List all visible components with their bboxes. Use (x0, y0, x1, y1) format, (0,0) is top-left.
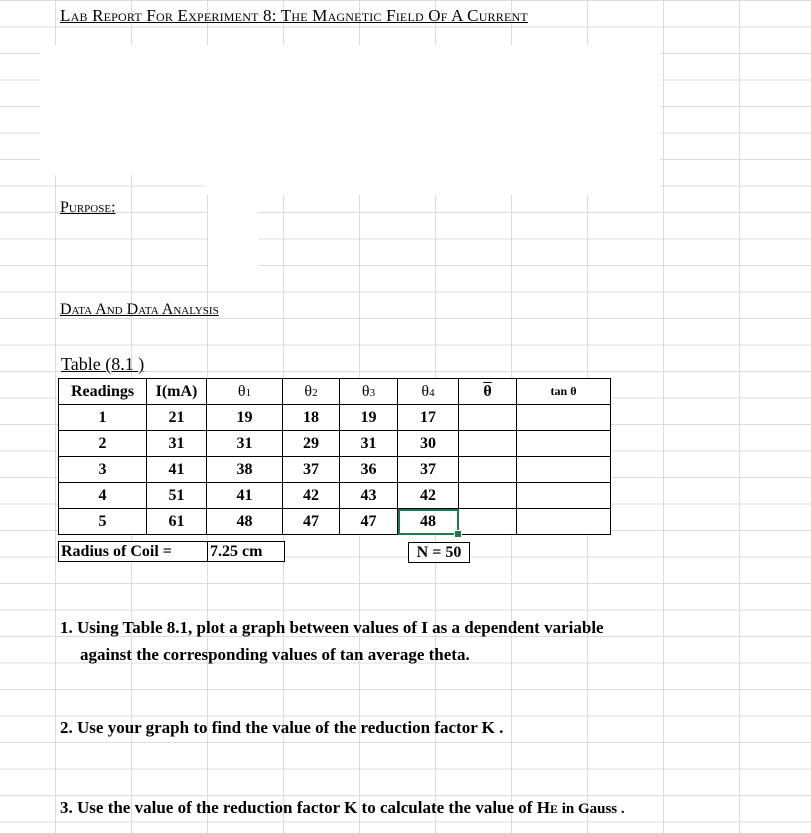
table-cell[interactable]: 42 (283, 483, 340, 509)
question-1-line-1: 1. Using Table 8.1, plot a graph between values of I as a dependent variable (60, 618, 604, 637)
theta-subscript: 4 (429, 386, 435, 399)
table-cell[interactable]: 61 (147, 509, 207, 535)
table-cell[interactable]: 31 (207, 431, 283, 457)
blank-region (205, 175, 660, 195)
table-cell[interactable]: 42 (398, 483, 459, 509)
table-cell[interactable]: 18 (283, 405, 340, 431)
fill-handle[interactable] (454, 530, 462, 538)
question-3-subscript: E (549, 802, 558, 816)
header-current[interactable]: I(mA) (147, 379, 207, 405)
data-table (58, 378, 611, 535)
table-cell[interactable] (517, 509, 611, 535)
table-cell[interactable]: 29 (283, 431, 340, 457)
blank-region (40, 45, 660, 175)
purpose-heading: Purpose: (60, 199, 116, 216)
selected-cell[interactable] (398, 509, 459, 535)
table-cell[interactable]: 37 (283, 457, 340, 483)
question-2: 2. Use your graph to find the value of the reduction factor K . (60, 718, 504, 737)
header-readings[interactable]: Readings (59, 379, 147, 405)
coil-radius-value[interactable]: 7.25 cm (207, 541, 285, 562)
report-title: Lab Report For Experiment 8: The Magnetic Field Of A Current (60, 6, 528, 25)
table-cell[interactable]: 37 (398, 457, 459, 483)
theta-subscript: 2 (312, 386, 318, 399)
table-cell[interactable]: 3 (59, 457, 147, 483)
question-3 (60, 798, 625, 818)
turns-value[interactable]: N = 50 (408, 542, 470, 563)
blank-region (208, 195, 258, 285)
theta-subscript: 1 (245, 386, 252, 399)
theta-symbol: θ (421, 382, 430, 400)
selected-cell-value: 48 (420, 512, 436, 530)
header-tan-theta[interactable]: tan θ (517, 379, 611, 405)
table-cell[interactable] (517, 483, 611, 509)
theta-symbol: θ (237, 382, 246, 400)
header-theta4[interactable] (398, 379, 459, 405)
table-cell[interactable]: 51 (147, 483, 207, 509)
table-cell[interactable]: 47 (340, 509, 398, 535)
table-cell[interactable]: 17 (398, 405, 459, 431)
header-theta-avg[interactable]: $\overline{\theta}$ (459, 379, 517, 405)
theta-symbol: θ (361, 382, 370, 400)
table-cell[interactable]: 47 (283, 509, 340, 535)
table-row (59, 431, 611, 457)
table-cell[interactable] (459, 405, 517, 431)
table-row (59, 405, 611, 431)
table-cell[interactable]: 41 (207, 483, 283, 509)
table-row (59, 509, 611, 535)
table-row (59, 457, 611, 483)
table-cell[interactable]: 31 (340, 431, 398, 457)
table-cell[interactable] (459, 509, 517, 535)
theta-symbol: θ (304, 382, 313, 400)
table-cell[interactable]: 19 (207, 405, 283, 431)
table-cell[interactable]: 2 (59, 431, 147, 457)
table-cell[interactable]: 5 (59, 509, 147, 535)
table-cell[interactable]: 30 (398, 431, 459, 457)
table-cell[interactable]: 48 (207, 509, 283, 535)
table-cell[interactable] (459, 483, 517, 509)
table-cell[interactable]: 19 (340, 405, 398, 431)
table-cell[interactable]: 4 (59, 483, 147, 509)
header-theta3[interactable] (340, 379, 398, 405)
table-cell[interactable] (517, 405, 611, 431)
table-cell[interactable] (459, 457, 517, 483)
table-header-row (59, 379, 611, 405)
table-cell[interactable]: 43 (340, 483, 398, 509)
table-cell[interactable] (517, 457, 611, 483)
theta-subscript: 3 (369, 386, 376, 399)
data-heading: Data And Data Analysis (60, 301, 219, 318)
table-cell[interactable] (517, 431, 611, 457)
header-theta1[interactable] (207, 379, 283, 405)
question-3-text: 3. Use the value of the reduction factor K to calculate the value of H (60, 798, 550, 817)
table-cell[interactable]: 1 (59, 405, 147, 431)
question-3-suffix: in Gauss . (557, 801, 625, 817)
table-cell[interactable]: 36 (340, 457, 398, 483)
table-cell[interactable]: 41 (147, 457, 207, 483)
table-cell[interactable]: 21 (147, 405, 207, 431)
table-caption: Table (8.1 ) (61, 354, 145, 374)
table-row (59, 483, 611, 509)
coil-radius-label: Radius of Coil = (58, 541, 208, 562)
header-theta2[interactable] (283, 379, 340, 405)
question-1-line-2: against the corresponding values of tan average theta. (80, 645, 470, 664)
table-cell[interactable]: 38 (207, 457, 283, 483)
table-cell[interactable]: 31 (147, 431, 207, 457)
table-cell[interactable] (459, 431, 517, 457)
